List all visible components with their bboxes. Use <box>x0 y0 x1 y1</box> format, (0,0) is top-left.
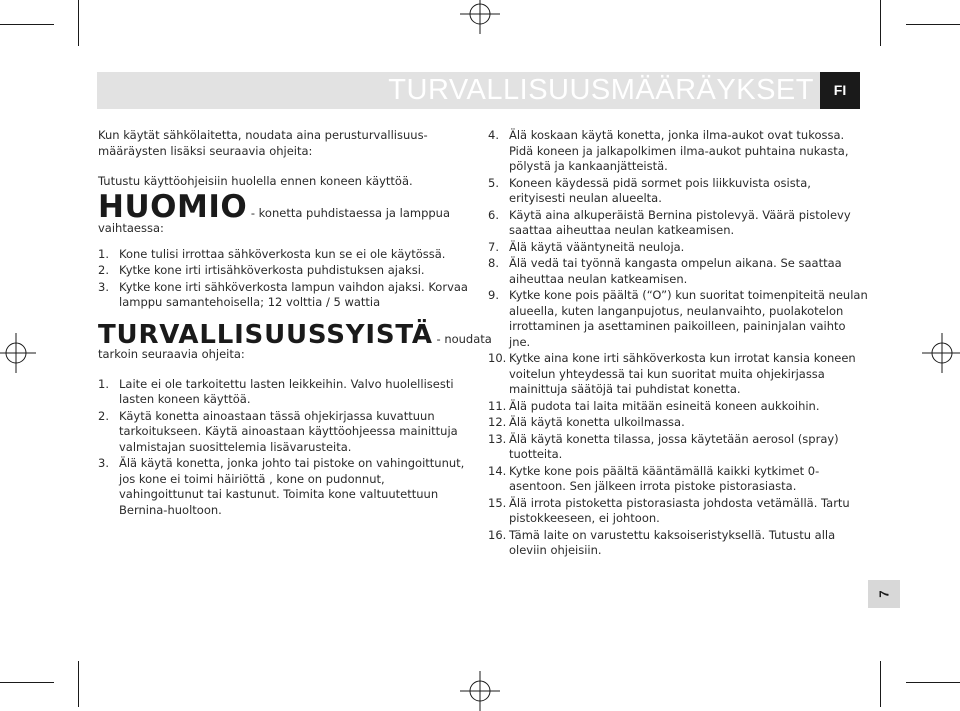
list-item: 3. Kytke kone irti sähköverkosta lampun vaihdon ajaksi. Korvaa lamppu samantehoisella; 12 volttia / 5 wattia <box>98 279 468 309</box>
registration-mark-right <box>922 333 960 373</box>
crop-mark <box>78 661 79 707</box>
page-number-tab <box>868 580 900 608</box>
list-item: 8. Älä vedä tai työnnä kangasta ompelun aikana. Se saattaa aiheuttaa neulan katkeamisen. <box>488 256 842 286</box>
list-item: 5. Koneen käydessä pidä sormet pois liikkuvista osista, erityisesti neulan alueelta. <box>488 175 811 205</box>
registration-mark-left <box>0 333 36 373</box>
list-item: 16. Tämä laite on varustettu kaksoiseristyksellä. Tutustu alla oleviin ohjeisiin. <box>488 527 836 557</box>
list-item: 1. Kone tulisi irrottaa sähköverkosta kun se ei ole käytössä. <box>98 246 446 261</box>
turvallisuussyista-heading-row <box>98 319 492 350</box>
page-number: 7 <box>876 590 892 598</box>
list-item: 15. Älä irrota pistoketta pistorasiasta johdosta vetämällä. Tartu pistokkeeseen, ei johtoon. <box>488 495 850 525</box>
huomio-heading-suffix: - konetta puhdistaessa ja lamppua <box>247 205 451 220</box>
list-item: 4. Älä koskaan käytä konetta, jonka ilma-aukot ovat tukossa. Pidä koneen ja jalkapolkimen ilma-aukot puhtaina nukasta, pölystä ja kankaanjätteistä. <box>488 128 849 173</box>
huomio-heading-cont: vaihtaessa: <box>98 221 164 235</box>
list-item: 7. Älä käytä vääntyneitä neuloja. <box>488 239 685 254</box>
crop-mark <box>880 661 881 707</box>
crop-mark <box>78 0 79 46</box>
list-item: 12. Älä käytä konetta ulkoilmassa. <box>488 415 685 429</box>
list-item: 9. Kytke kone pois päältä (“O”) kun suoritat toimenpiteitä neulan alueella, kuten langanpujotus, neulanvaihto, puolakotelon irrottaminen ja asettaminen paikoilleen, paininjalan vaihto jne. <box>488 288 868 349</box>
page-title: TURVALLISUUSMÄÄRÄYKSET <box>388 74 814 106</box>
left-column <box>98 128 492 519</box>
list-item: 13. Älä käytä konetta tilassa, jossa käytetään aerosol (spray) tuotteita. <box>488 431 839 461</box>
list-item: 10. Kytke aina kone irti sähköverkosta kun irrotat kansia koneen voitelun yhteydessä tai kun suoritat muita ohjekirjassa mainittuja säätöjä tai puhdistat konetta. <box>488 351 856 396</box>
language-tab: FI <box>820 72 860 109</box>
list-item: 2. Käytä konetta ainoastaan tässä ohjekirjassa kuvattuun tarkoitukseen. Käytä ainoastaan käyttöohjeessa mainittuja valmistajan suosittelemia lisävarusteita. <box>98 408 458 454</box>
intro-line-1: Kun käytät sähkölaitetta, noudata aina perusturvallisuus- <box>98 128 428 142</box>
right-column <box>488 128 868 563</box>
read-manual-text: Tutustu käyttöohjeisiin huolella ennen koneen käyttöä. <box>98 174 413 188</box>
list-item: 14. Kytke kone pois päältä kääntämällä kaikki kytkimet 0-asentoon. Sen jälkeen irrota pistoke pistorasiasta. <box>488 463 820 493</box>
turvallisuussyista-heading-suffix: - noudata <box>432 331 492 346</box>
huomio-heading-row <box>98 188 470 225</box>
safety-list-continued <box>488 128 868 562</box>
turvallisuussyista-list <box>98 377 470 519</box>
registration-mark-top <box>460 0 500 34</box>
list-item: 11. Älä pudota tai laita mitään esineitä koneen aukkoihin. <box>488 398 820 413</box>
registration-mark-bottom <box>460 671 500 711</box>
huomio-list <box>98 247 470 311</box>
turvallisuussyista-heading: TURVALLISUUSSYISTÄ <box>98 319 433 350</box>
crop-mark <box>880 0 881 46</box>
list-item: 6. Käytä aina alkuperäistä Bernina pistolevyä. Väärä pistolevy saattaa aiheuttaa neulan katkeamisen. <box>488 207 851 237</box>
crop-mark <box>0 24 54 25</box>
header-band <box>97 72 820 109</box>
list-item: 3. Älä käytä konetta, jonka johto tai pistoke on vahingoittunut, jos kone ei toimi häiriöttä , kone on pudonnut, vahingoittunut tai kastunut. Toimita kone valtuutettuun Bernina-huoltoon. <box>98 456 465 517</box>
crop-mark <box>0 682 54 683</box>
crop-mark <box>906 682 960 683</box>
intro-line-2: määräysten lisäksi seuraavia ohjeita: <box>98 143 313 158</box>
huomio-heading: HUOMIO <box>98 188 248 225</box>
turvallisuussyista-heading-cont: tarkoin seuraavia ohjeita: <box>98 347 245 361</box>
list-item: 1. Laite ei ole tarkoitettu lasten leikkeihin. Valvo huolellisesti lasten koneen käyttöä. <box>98 376 454 406</box>
crop-mark <box>906 24 960 25</box>
list-item: 2. Kytke kone irti irtisähköverkosta puhdistuksen ajaksi. <box>98 263 425 277</box>
